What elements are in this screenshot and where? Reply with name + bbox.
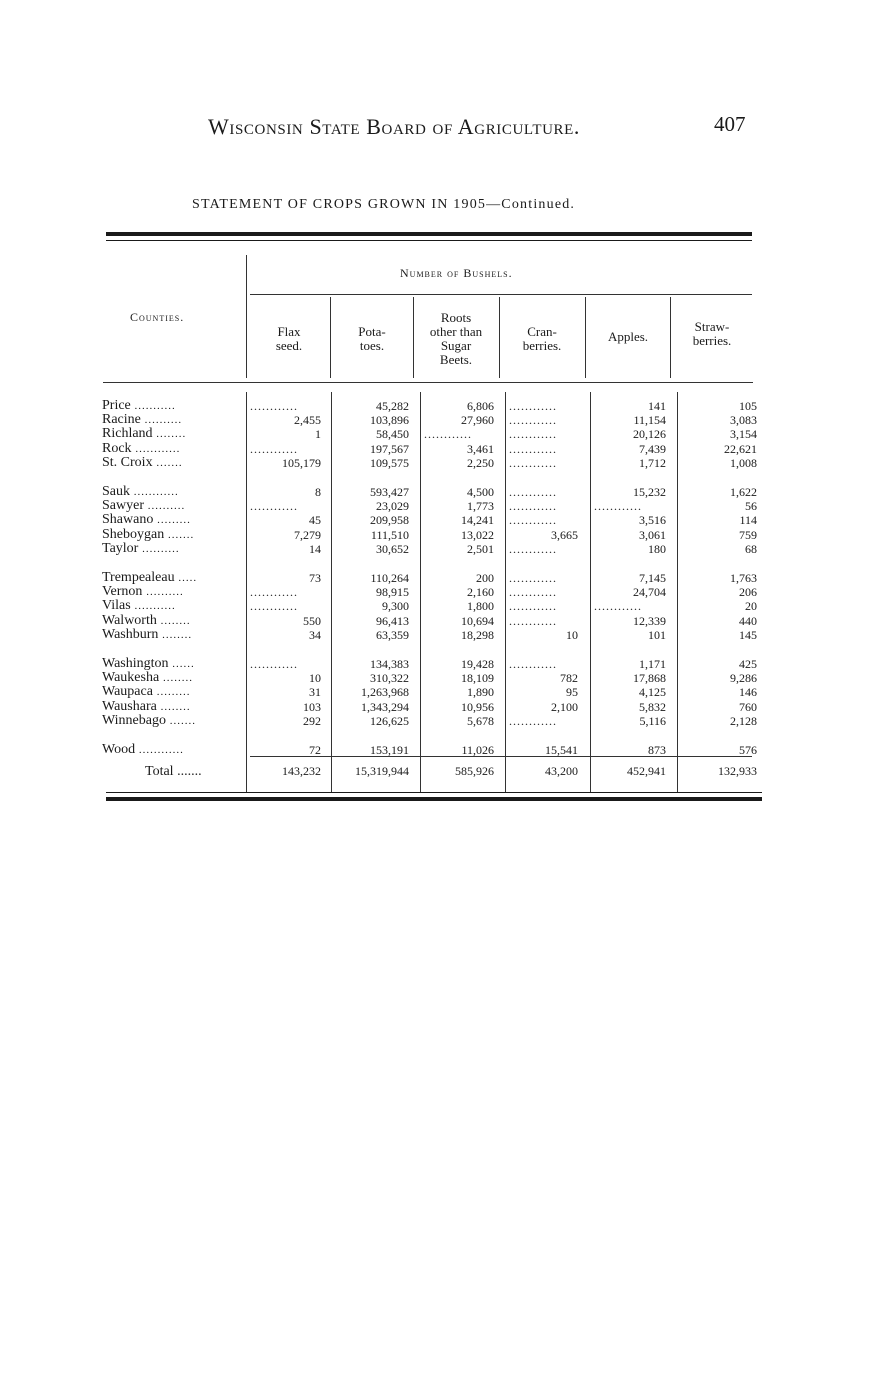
table-cell: 11,154 bbox=[633, 413, 666, 428]
county-name: Trempealeau bbox=[102, 570, 175, 585]
table-cell-empty: ............ bbox=[594, 499, 642, 514]
table-cell-empty: ............ bbox=[509, 441, 557, 456]
table-cell: 1,763 bbox=[730, 571, 757, 585]
table-cell: 15,541 bbox=[545, 743, 578, 757]
column-header-0 bbox=[244, 325, 334, 353]
table-row-county bbox=[102, 742, 242, 758]
table-cell-empty: ............ bbox=[594, 599, 642, 614]
leader-dots: ........... bbox=[130, 600, 176, 613]
table-row-county bbox=[102, 455, 242, 471]
column-header-line: Apples. bbox=[607, 329, 649, 344]
table-cell: 576 bbox=[739, 743, 757, 757]
table-cell: 206 bbox=[739, 585, 757, 600]
table-cell: 782 bbox=[560, 671, 578, 686]
table-cell: 3,154 bbox=[730, 427, 757, 442]
table-cell: 550 bbox=[303, 613, 321, 628]
bottom-rule-thin bbox=[106, 792, 762, 793]
county-name: Rock bbox=[102, 440, 132, 456]
table-cell: 73 bbox=[309, 571, 321, 585]
table-cell: 22,621 bbox=[724, 441, 757, 456]
table-cell: 103 bbox=[303, 699, 321, 714]
column-header-line: berries. bbox=[692, 333, 732, 348]
table-cell-empty: ............ bbox=[424, 427, 472, 442]
table-cell: 440 bbox=[739, 613, 757, 628]
county-name: Richland bbox=[102, 426, 153, 442]
table-cell-empty: ............ bbox=[250, 441, 298, 456]
table-cell: 4,500 bbox=[467, 485, 494, 499]
table-cell-empty: ............ bbox=[250, 599, 298, 614]
table-cell: 114 bbox=[739, 513, 757, 528]
table-cell: 134,383 bbox=[370, 657, 409, 671]
table-cell: 10,956 bbox=[461, 699, 494, 714]
table-cell: 1 bbox=[315, 427, 321, 442]
total-label-text: Total bbox=[145, 764, 174, 779]
leader-dots: .......... bbox=[142, 586, 184, 599]
page-header-title: Wisconsin State Board of Agriculture. bbox=[208, 114, 580, 139]
column-header-line: Flax bbox=[277, 324, 301, 339]
table-cell: 3,516 bbox=[639, 513, 666, 528]
table-cell: 7,279 bbox=[294, 527, 321, 542]
leader-dots: ............ bbox=[130, 486, 179, 498]
table-cell-empty: ............ bbox=[509, 599, 557, 614]
table-cell: 292 bbox=[303, 713, 321, 728]
table-cell: 105 bbox=[739, 399, 757, 413]
column-header-line: Roots bbox=[440, 310, 472, 325]
table-cell: 2,100 bbox=[551, 699, 578, 714]
leader-dots: ....... bbox=[165, 714, 196, 727]
table-cell: 96,413 bbox=[376, 613, 409, 628]
table-cell: 110,264 bbox=[370, 571, 409, 585]
body-col-divider-3 bbox=[505, 392, 506, 792]
table-cell: 5,116 bbox=[639, 713, 666, 728]
table-cell: 5,678 bbox=[467, 713, 494, 728]
table-cell-empty: ............ bbox=[509, 657, 557, 671]
column-header-line: Sugar bbox=[440, 338, 472, 353]
table-cell: 2,501 bbox=[467, 541, 494, 556]
table-cell-empty: ............ bbox=[509, 499, 557, 514]
table-cell: 425 bbox=[739, 657, 757, 671]
table-cell-empty: ............ bbox=[509, 485, 557, 499]
table-cell: 153,191 bbox=[370, 743, 409, 757]
table-cell-empty: ............ bbox=[250, 399, 298, 413]
table-cell: 109,575 bbox=[370, 455, 409, 470]
table-cell: 17,868 bbox=[633, 671, 666, 686]
table-cell: 146 bbox=[739, 685, 757, 700]
table-cell: 58,450 bbox=[376, 427, 409, 442]
counties-column-header: Counties. bbox=[130, 310, 185, 324]
table-cell: 760 bbox=[739, 699, 757, 714]
table-row-county bbox=[102, 713, 242, 729]
leader-dots: ......... bbox=[153, 514, 191, 527]
column-header-1 bbox=[327, 325, 417, 353]
table-cell: 310,322 bbox=[370, 671, 409, 686]
table-cell: 1,343,294 bbox=[361, 699, 409, 714]
table-cell: 209,958 bbox=[370, 513, 409, 528]
table-row-county bbox=[102, 627, 242, 643]
table-cell: 111,510 bbox=[370, 527, 409, 542]
table-cell: 1,622 bbox=[730, 485, 757, 499]
total-cell: 15,319,944 bbox=[355, 764, 409, 778]
county-name: Racine bbox=[102, 412, 141, 428]
table-cell: 7,145 bbox=[639, 571, 666, 585]
county-name: Sauk bbox=[102, 484, 130, 499]
county-name: St. Croix bbox=[102, 454, 153, 470]
table-cell: 3,665 bbox=[551, 527, 578, 542]
table-cell: 10,694 bbox=[461, 613, 494, 628]
county-name: Sawyer bbox=[102, 498, 144, 514]
table-cell: 759 bbox=[739, 527, 757, 542]
table-cell: 6,806 bbox=[467, 399, 494, 413]
table-cell: 30,652 bbox=[376, 541, 409, 556]
county-name: Taylor bbox=[102, 540, 139, 556]
table-cell: 20,126 bbox=[633, 427, 666, 442]
table-cell: 180 bbox=[648, 541, 666, 556]
table-cell: 1,712 bbox=[639, 455, 666, 470]
table-cell: 4,125 bbox=[639, 685, 666, 700]
leader-dots: ....... bbox=[152, 456, 183, 469]
leader-dots: ........ bbox=[159, 672, 193, 685]
county-name: Shawano bbox=[102, 512, 154, 528]
table-cell-empty: ............ bbox=[250, 499, 298, 514]
table-cell: 31 bbox=[309, 685, 321, 700]
table-cell: 14 bbox=[309, 541, 321, 556]
table-cell: 3,061 bbox=[639, 527, 666, 542]
leader-dots: .......... bbox=[144, 500, 186, 513]
table-cell: 2,250 bbox=[467, 455, 494, 470]
table-cell: 12,339 bbox=[633, 613, 666, 628]
table-cell: 68 bbox=[745, 541, 757, 556]
table-cell: 15,232 bbox=[633, 485, 666, 499]
county-name: Vilas bbox=[102, 598, 131, 614]
county-name: Waupaca bbox=[102, 684, 153, 700]
leader-dots: ..... bbox=[174, 572, 198, 584]
group-header-underline bbox=[250, 294, 752, 295]
table-cell: 126,625 bbox=[370, 713, 409, 728]
table-cell: 56 bbox=[745, 499, 757, 514]
column-header-3 bbox=[497, 325, 587, 353]
total-label-dots: ....... bbox=[177, 764, 202, 779]
leader-dots: ........ bbox=[156, 700, 191, 713]
table-cell: 1,171 bbox=[639, 657, 666, 671]
table-cell: 45 bbox=[309, 513, 321, 528]
table-cell: 1,008 bbox=[730, 455, 757, 470]
leader-dots: ............ bbox=[135, 744, 184, 756]
total-cell: 43,200 bbox=[545, 764, 578, 778]
column-header-line: Pota- bbox=[358, 324, 386, 339]
table-cell-empty: ............ bbox=[250, 585, 298, 600]
leader-dots: ........ bbox=[152, 428, 187, 441]
column-header-2 bbox=[411, 311, 501, 367]
county-name: Walworth bbox=[102, 612, 157, 628]
county-name: Washburn bbox=[102, 626, 159, 642]
table-cell: 3,461 bbox=[467, 441, 494, 456]
table-cell: 63,359 bbox=[376, 627, 409, 642]
table-cell: 24,704 bbox=[633, 585, 666, 600]
table-cell-empty: ............ bbox=[509, 455, 557, 470]
body-col-divider-0 bbox=[246, 392, 247, 792]
counties-divider bbox=[246, 255, 247, 378]
county-name: Waukesha bbox=[102, 670, 160, 686]
column-header-line: Cran- bbox=[527, 324, 557, 339]
table-cell: 101 bbox=[648, 627, 666, 642]
number-of-bushels-header: Number of Bushels. bbox=[400, 266, 513, 280]
table-cell: 95 bbox=[566, 685, 578, 700]
table-row-county bbox=[102, 541, 242, 557]
leader-dots: .......... bbox=[140, 414, 183, 427]
table-cell: 18,109 bbox=[461, 671, 494, 686]
leader-dots: ........... bbox=[130, 400, 176, 412]
table-cell: 7,439 bbox=[639, 441, 666, 456]
page-number: 407 bbox=[714, 112, 746, 136]
leader-dots: ........ bbox=[156, 614, 191, 627]
table-cell: 2,160 bbox=[467, 585, 494, 600]
leader-dots: ......... bbox=[152, 686, 191, 699]
leader-dots: ....... bbox=[164, 528, 195, 541]
top-rule-thin bbox=[106, 240, 752, 241]
header-bottom-rule bbox=[103, 382, 753, 383]
leader-dots: ........ bbox=[158, 628, 193, 641]
table-cell: 8 bbox=[315, 485, 321, 499]
table-cell: 873 bbox=[648, 743, 666, 757]
leader-dots: ...... bbox=[168, 658, 195, 670]
total-label bbox=[145, 764, 202, 780]
table-cell-empty: ............ bbox=[509, 413, 557, 428]
county-name: Vernon bbox=[102, 584, 143, 600]
column-header-line: Beets. bbox=[439, 352, 473, 367]
table-cell: 11,026 bbox=[461, 743, 494, 757]
table-cell: 45,282 bbox=[376, 399, 409, 413]
table-cell: 1,800 bbox=[467, 599, 494, 614]
table-cell: 103,896 bbox=[370, 413, 409, 428]
table-cell: 145 bbox=[739, 627, 757, 642]
table-cell: 2,128 bbox=[730, 713, 757, 728]
column-header-4 bbox=[583, 330, 673, 344]
table-cell-empty: ............ bbox=[509, 585, 557, 600]
column-header-line: seed. bbox=[275, 338, 303, 353]
leader-dots: ............ bbox=[131, 442, 181, 455]
table-cell: 14,241 bbox=[461, 513, 494, 528]
table-cell: 1,263,968 bbox=[361, 685, 409, 700]
column-header-5 bbox=[667, 320, 757, 348]
column-header-line: toes. bbox=[359, 338, 385, 353]
table-cell: 19,428 bbox=[461, 657, 494, 671]
total-cell: 132,933 bbox=[718, 764, 757, 778]
county-name: Price bbox=[102, 398, 131, 413]
leader-dots: .......... bbox=[138, 542, 180, 555]
column-header-line: berries. bbox=[522, 338, 562, 353]
table-cell-empty: ............ bbox=[509, 427, 557, 442]
table-cell: 13,022 bbox=[461, 527, 494, 542]
table-cell-empty: ............ bbox=[250, 657, 298, 671]
table-cell-empty: ............ bbox=[509, 713, 557, 728]
county-name: Winnebago bbox=[102, 712, 166, 728]
table-cell: 197,567 bbox=[370, 441, 409, 456]
top-rule-thick bbox=[106, 232, 752, 236]
table-cell: 105,179 bbox=[282, 455, 321, 470]
total-cell: 143,232 bbox=[282, 764, 321, 778]
table-cell: 200 bbox=[476, 571, 494, 585]
county-name: Waushara bbox=[102, 698, 157, 714]
total-cell: 452,941 bbox=[627, 764, 666, 778]
table-cell: 1,890 bbox=[467, 685, 494, 700]
column-header-line: other than bbox=[429, 324, 483, 339]
table-cell: 1,773 bbox=[467, 499, 494, 514]
table-cell: 9,286 bbox=[730, 671, 757, 686]
table-cell-empty: ............ bbox=[509, 541, 557, 556]
table-cell: 9,300 bbox=[382, 599, 409, 614]
county-name: Washington bbox=[102, 656, 169, 671]
table-cell: 20 bbox=[745, 599, 757, 614]
column-header-line: Straw- bbox=[694, 319, 730, 334]
table-cell-empty: ............ bbox=[509, 399, 557, 413]
table-cell: 2,455 bbox=[294, 413, 321, 428]
table-cell: 141 bbox=[648, 399, 666, 413]
county-name: Wood bbox=[102, 742, 136, 757]
table-cell: 10 bbox=[309, 671, 321, 686]
table-cell: 72 bbox=[309, 743, 321, 757]
table-subtitle: STATEMENT OF CROPS GROWN IN 1905—Continued. bbox=[192, 197, 576, 212]
table-cell: 98,915 bbox=[376, 585, 409, 600]
table-cell: 3,083 bbox=[730, 413, 757, 428]
table-cell: 593,427 bbox=[370, 485, 409, 499]
table-cell-empty: ............ bbox=[509, 513, 557, 528]
total-cell: 585,926 bbox=[455, 764, 494, 778]
table-cell-empty: ............ bbox=[509, 571, 557, 585]
bottom-rule-thick bbox=[106, 797, 762, 801]
county-name: Sheboygan bbox=[102, 526, 165, 542]
table-cell: 23,029 bbox=[376, 499, 409, 514]
table-cell: 10 bbox=[566, 627, 578, 642]
table-cell-empty: ............ bbox=[509, 613, 557, 628]
table-cell: 34 bbox=[309, 627, 321, 642]
table-cell: 27,960 bbox=[461, 413, 494, 428]
table-cell: 18,298 bbox=[461, 627, 494, 642]
table-cell: 5,832 bbox=[639, 699, 666, 714]
